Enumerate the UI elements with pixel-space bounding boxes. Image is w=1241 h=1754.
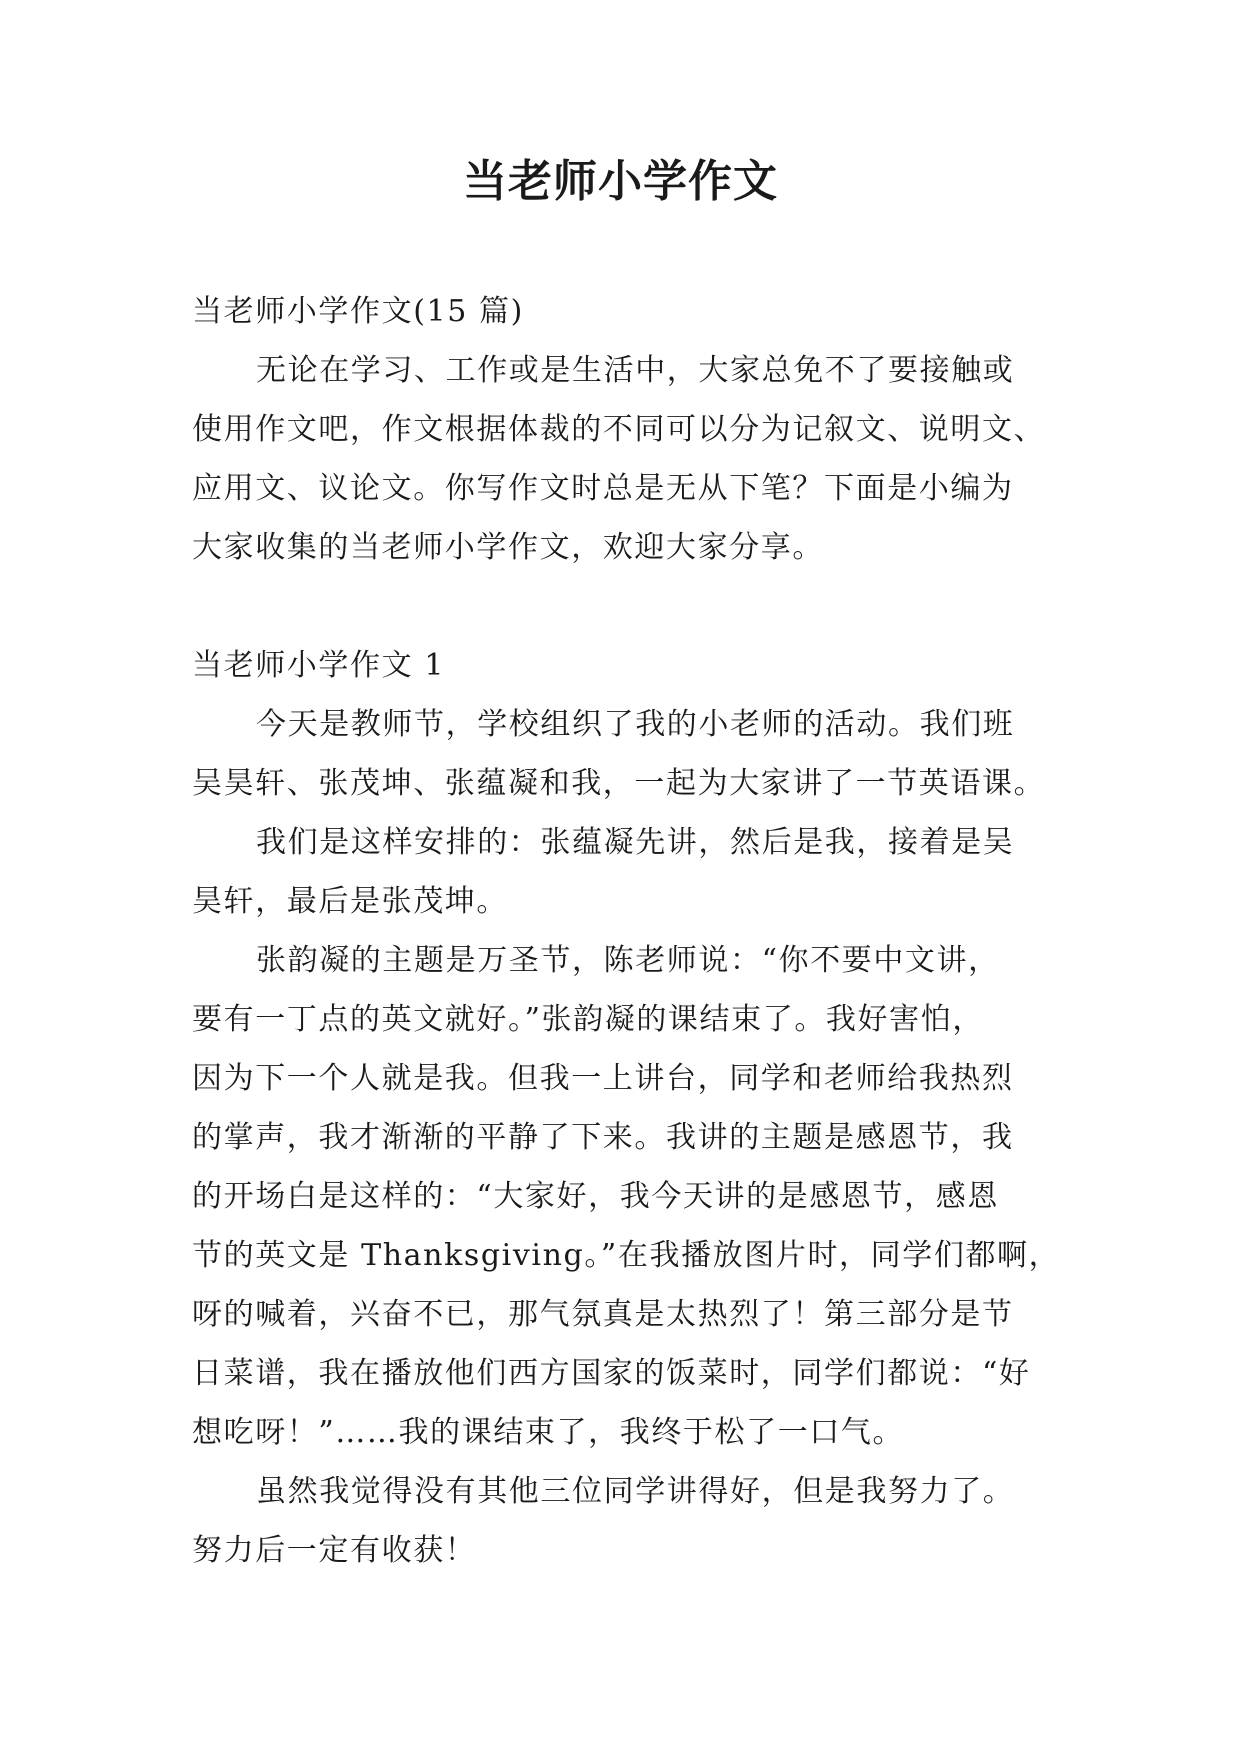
intro-line: 大家收集的当老师小学作文，欢迎大家分享。 (192, 530, 824, 565)
paragraph-line: 的开场白是这样的：“大家好，我今天讲的是感恩节，感恩 (192, 1179, 999, 1214)
document-subtitle: 当老师小学作文(15 篇) (192, 294, 524, 329)
document-body (192, 282, 1064, 1580)
paragraph-line: 日菜谱，我在播放他们西方国家的饭菜时，同学们都说：“好 (192, 1356, 1031, 1391)
paragraph-line: 的掌声，我才渐渐的平静了下来。我讲的主题是感恩节，我 (192, 1120, 1014, 1155)
intro-paragraph (192, 341, 1064, 577)
paragraph-line: 今天是教师节，学校组织了我的小老师的活动。我们班 (256, 707, 1015, 742)
paragraph-line: 节的英文是 Thanksgiving。”在我播放图片时，同学们都啊， (192, 1238, 1061, 1273)
essay-paragraph-1 (192, 695, 1064, 813)
paragraph-line: 因为下一个人就是我。但我一上讲台，同学和老师给我热烈 (192, 1061, 1014, 1096)
paragraph-line: 虽然我觉得没有其他三位同学讲得好，但是我努力了。 (256, 1474, 1015, 1509)
paragraph-line: 呀的喊着，兴奋不已，那气氛真是太热烈了！第三部分是节 (192, 1297, 1014, 1332)
paragraph-line: 努力后一定有收获！ (192, 1533, 477, 1568)
essay-paragraph-3 (192, 931, 1064, 1462)
essay-heading: 当老师小学作文 1 (192, 648, 446, 683)
intro-line: 使用作文吧，作文根据体裁的不同可以分为记叙文、说明文、 (192, 412, 1046, 447)
intro-line: 无论在学习、工作或是生活中，大家总免不了要接触或 (256, 353, 1015, 388)
paragraph-line: 昊轩，最后是张茂坤。 (192, 884, 508, 919)
essay-paragraph-4 (192, 1462, 1064, 1580)
paragraph-line: 我们是这样安排的：张蕴凝先讲，然后是我，接着是吴 (256, 825, 1015, 860)
essay-paragraph-2 (192, 813, 1064, 931)
document-title: 当老师小学作文 (463, 156, 778, 207)
paragraph-line: 吴昊轩、张茂坤、张蕴凝和我，一起为大家讲了一节英语课。 (192, 766, 1046, 801)
section-spacer (192, 577, 1064, 636)
paragraph-line: 张韵凝的主题是万圣节，陈老师说：“你不要中文讲， (256, 943, 1000, 978)
paragraph-line: 要有一丁点的英文就好。”张韵凝的课结束了。我好害怕， (192, 1002, 984, 1037)
intro-line: 应用文、议论文。你写作文时总是无从下笔？下面是小编为 (192, 471, 1014, 506)
paragraph-line: 想吃呀！”……我的课结束了，我终于松了一口气。 (192, 1415, 905, 1450)
